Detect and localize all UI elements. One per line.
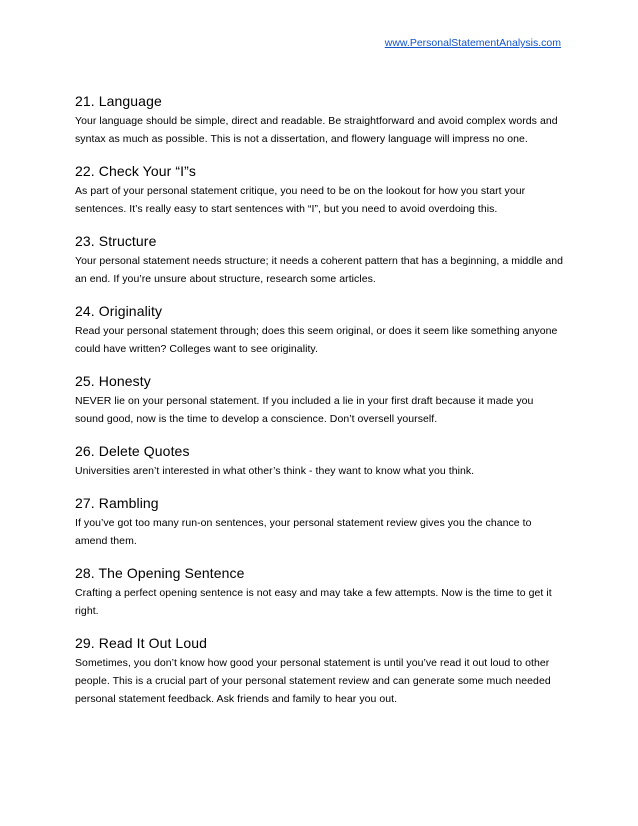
section-delete-quotes: [75, 442, 565, 480]
website-link[interactable]: www.PersonalStatementAnalysis.com: [384, 37, 561, 49]
section-title: 21. Language: [75, 93, 162, 109]
section-honesty: [75, 372, 565, 428]
section-originality: [75, 302, 565, 358]
section-opening-sentence: [75, 564, 565, 620]
section-title: 24. Originality: [75, 303, 163, 319]
section-body: Read your personal statement through; does this seem original, or does it seem like something anyone could have written? Colleges want to see originality.: [75, 325, 558, 355]
section-body: Sometimes, you don’t know how good your personal statement is until you’ve read it out loud to other people. This is a crucial part of your personal statement review and can generate some much needed personal statement feedback. Ask friends and family to hear you out.: [75, 657, 551, 705]
section-title: 26. Delete Quotes: [75, 443, 190, 459]
section-rambling: [75, 494, 565, 550]
section-title: 23. Structure: [75, 233, 157, 249]
section-language: [75, 92, 565, 148]
section-title: 27. Rambling: [75, 495, 159, 511]
section-structure: [75, 232, 565, 288]
section-body: Universities aren’t interested in what other’s think - they want to know what you think.: [75, 465, 475, 477]
section-title: 28. The Opening Sentence: [75, 565, 245, 581]
section-body: Your personal statement needs structure; it needs a coherent pattern that has a beginning, a middle and an end. If you’re unsure about structure, research some articles.: [75, 255, 564, 285]
tips-list: [75, 92, 565, 722]
section-read-it-out-loud: [75, 634, 565, 708]
section-body: NEVER lie on your personal statement. If you included a lie in your first draft because it made you sound good, now is the time to develop a conscience. Don’t oversell yourself.: [75, 395, 534, 425]
section-body: Crafting a perfect opening sentence is not easy and may take a few attempts. Now is the time to get it right.: [75, 587, 552, 617]
section-body: If you’ve got too many run-on sentences, your personal statement review gives you the chance to amend them.: [75, 517, 532, 547]
section-title: 22. Check Your “I”s: [75, 163, 196, 179]
section-body: Your language should be simple, direct and readable. Be straightforward and avoid complex words and syntax as much as possible. This is not a dissertation, and flowery language will impress no one.: [75, 115, 558, 145]
section-body: As part of your personal statement critique, you need to be on the lookout for how you start your sentences. It’s really easy to start sentences with “I”, but you need to avoid overdoing this.: [75, 185, 526, 215]
section-title: 29. Read It Out Loud: [75, 635, 207, 651]
section-title: 25. Honesty: [75, 373, 151, 389]
section-check-your-is: [75, 162, 565, 218]
